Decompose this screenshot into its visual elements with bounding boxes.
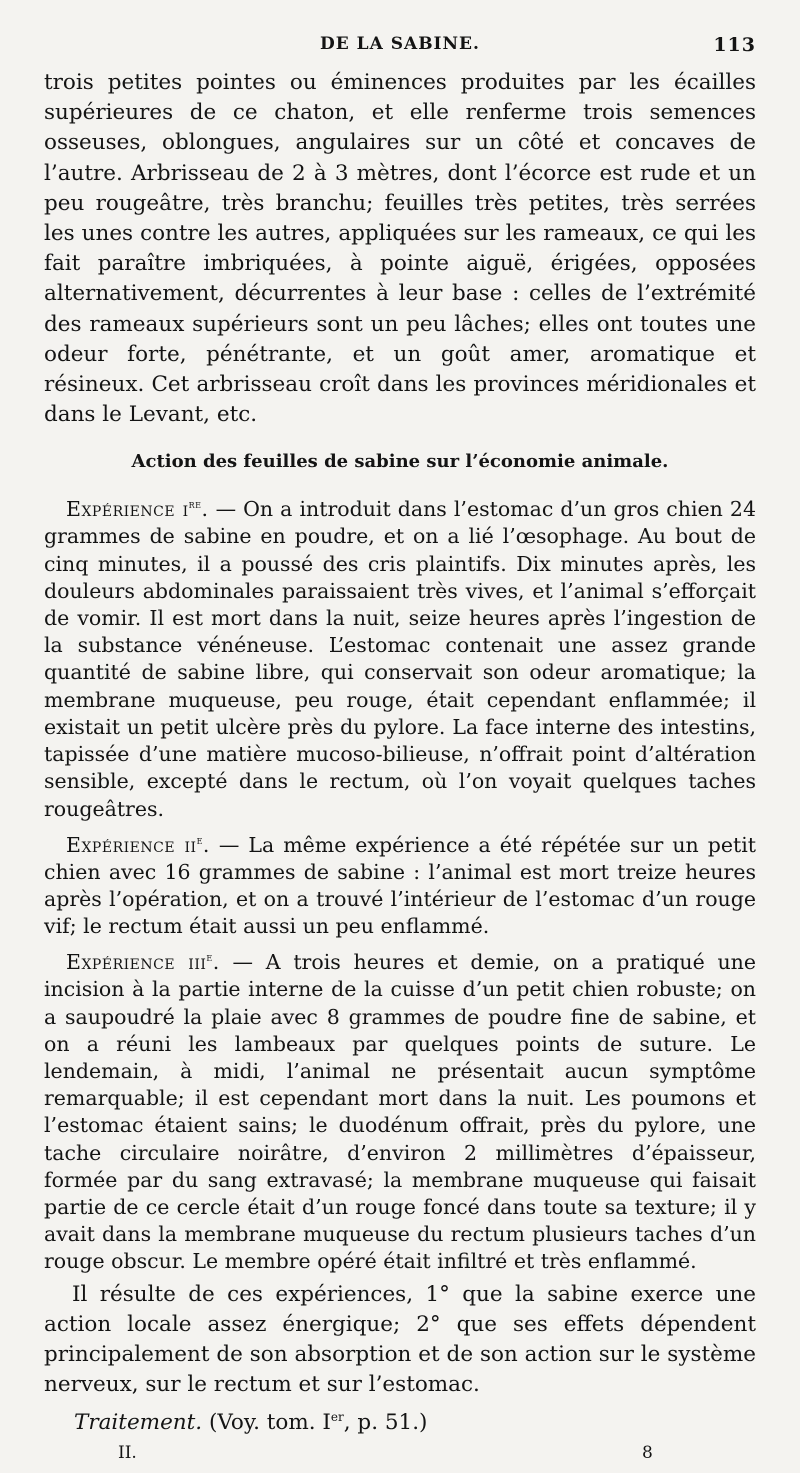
page-footer — [44, 1443, 756, 1473]
experiment-title-ordinal: re — [188, 497, 202, 512]
experiment-paragraph-2 — [44, 827, 756, 941]
experiment-title-1 — [66, 497, 209, 521]
treatment-line — [44, 1402, 756, 1438]
experiment-title-text: Expérience i — [66, 497, 189, 522]
running-head — [44, 34, 756, 68]
running-title: DE LA SABINE. — [320, 34, 480, 54]
intro-paragraph: trois petites pointes ou éminences produites par les écailles supérieures de ce chaton, et elle renferme trois semences osseuses, oblongues, angulaires sur un côté et concaves de l’autre. Arbrisseau de 2 à 3 mètres, dont l’écorce est rude et un peu rougeâtre, très branchu; feuilles très petites, très serrées les unes contre les autres, appliquées sur les rameaux, ce qui les fait paraître imbriquées, à pointe aiguë, érigées, opposées alternativement, décurrentes à leur base : celles de l’extrémité des rameaux supérieurs sont un peu lâches; elles ont toutes une odeur forte, pénétrante, et un goût amer, aromatique et résineux. Cet arbrisseau croît dans les provinces méridionales et dans le Levant, etc. — [44, 70, 756, 428]
experiment-title-period: . — [202, 832, 210, 857]
experiment-title-period: . — [201, 497, 209, 522]
experiment-title-ordinal: e — [196, 832, 203, 847]
experiment-title-text: Expérience iii — [66, 950, 207, 975]
sheet-number: 8 — [642, 1442, 653, 1463]
experiment-paragraph-3 — [44, 944, 756, 1275]
experiment-text-3: — A trois heures et demie, on a pratiqué une incision à la partie interne de la cuisse d’un petit chien robuste; on a saupoudré la plaie avec 8 grammes de poudre fine de sabine, et on a réuni les lambeaux par quelques points de suture. Le lendemain, à midi, l’animal ne présentait aucun symptôme remarquable; il est cependant mort dans la nuit. Les poumons et l’estomac étaient sains; le duodénum offrait, près du pylore, une tache circulaire noirâtre, d’environ 2 millimètres d’épaisseur, formée par du sang extravasé; la membrane muqueuse qui faisait partie de ce cercle était d’un rouge foncé dans toute sa texture; il y avait dans la membrane muqueuse du rectum plusieurs taches d’un rouge obscur. Le membre opéré était infiltré et très enflammé. — [44, 950, 756, 1274]
treatment-reference-close: , p. 51.) — [343, 1410, 428, 1436]
treatment-label: Traitement. — [74, 1410, 203, 1436]
experiment-title-2 — [66, 833, 210, 857]
experiment-text-2: — La même expérience a été répétée sur un petit chien avec 16 grammes de sabine : l’animal est mort treize heures après l’opération, et on a trouvé l’intérieur de l’estomac d’un rouge vif; le rectum était aussi un peu enflammé. — [44, 832, 756, 939]
section-heading: Action des feuilles de sabine sur l’économie animale. — [131, 451, 669, 473]
experiment-title-3 — [66, 950, 220, 974]
conclusion-paragraph: Il résulte de ces expériences, 1° que la sabine exerce une action locale assez énergique; 2° que ses effets dépendent principalement de son absorption et de son action sur le système nerveux, sur le rectum et sur l’estomac. — [44, 1281, 756, 1398]
experiment-title-ordinal: e — [206, 950, 213, 965]
experiment-title-text: Expérience ii — [66, 832, 197, 857]
experiment-paragraph-1 — [44, 491, 756, 822]
experiment-title-period: . — [212, 950, 220, 975]
treatment-reference-ordinal: er — [330, 1410, 344, 1425]
page-number: 113 — [713, 34, 756, 56]
treatment-reference-open: (Voy. tom. I — [202, 1410, 331, 1436]
experiment-text-1: — On a introduit dans l’estomac d’un gros chien 24 grammes de sabine en poudre, et on a lié l’œsophage. Au bout de cinq minutes, il a poussé des cris plaintifs. Dix minutes après, les douleurs abdominales paraissaient très vives, et l’animal s’efforçait de vomir. Il est mort dans la nuit, seize heures après l’ingestion de la substance vénéneuse. L’estomac contenait une assez grande quantité de sabine libre, qui conservait son odeur aromatique; la membrane muqueuse, peu rouge, était cependant enflammée; il existait un petit ulcère près du pylore. La face interne des intestins, tapissée d’une matière mucoso-bilieuse, n’offrait point d’altération sensible, excepté dans le rectum, où l’on voyait quelques taches rougeâtres. — [44, 497, 756, 821]
signature-mark: II. — [118, 1442, 137, 1463]
